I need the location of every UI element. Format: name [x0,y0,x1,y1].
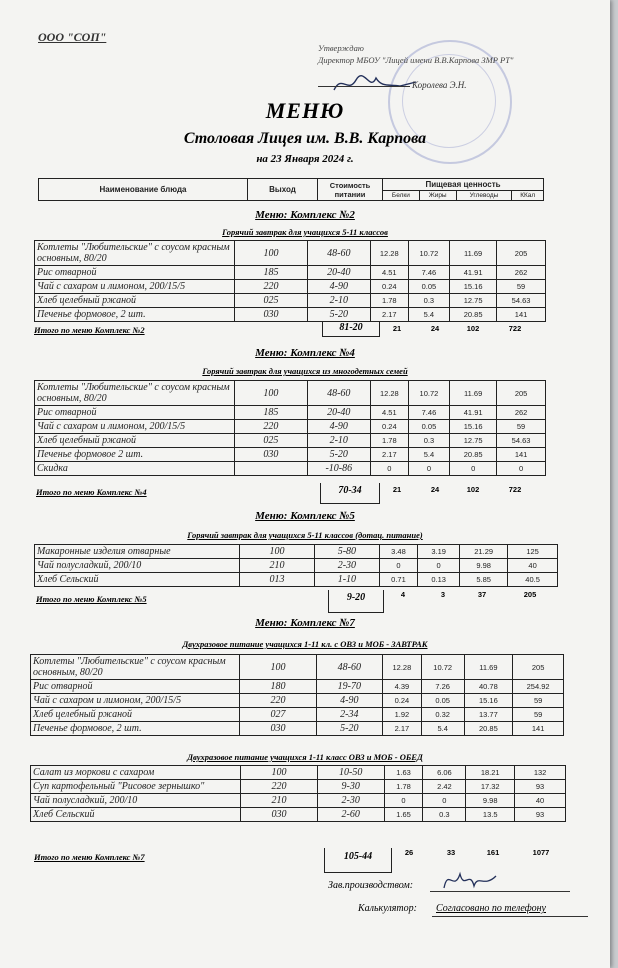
cell-c: 11.69 [450,381,497,406]
cell-p: 4.51 [370,266,408,280]
cell-cost: 48-60 [307,381,370,406]
cell-k: 40.5 [508,573,558,587]
cell-cost: 4-90 [307,280,370,294]
cell-c: 15.16 [450,420,497,434]
cell-name: Рис отварной [31,680,240,694]
cell-name: Печенье формовое, 2 шт. [31,722,240,736]
header-fat: Жиры [419,191,456,201]
cell-name: Макаронные изделия отварные [35,545,240,559]
cell-name: Хлеб Сельский [31,808,241,822]
cell-c: 9.98 [466,794,515,808]
cell-k: 54.63 [497,294,546,308]
table-k7-lunch [30,765,566,822]
cell-name: Рис отварной [35,266,235,280]
cell-p: 12.28 [370,241,408,266]
table-row [35,381,546,406]
signature-line [318,86,410,87]
cell-cost: 2-30 [314,559,379,573]
cell-c: 20.85 [464,722,513,736]
cell-out: 185 [235,266,307,280]
total-carbs-k4: 102 [466,485,480,494]
cell-k: 93 [515,808,566,822]
cell-c: 13.77 [464,708,513,722]
cell-p: 0.24 [370,420,408,434]
cell-cost: 2-60 [317,808,384,822]
total-label-k2: Итого по меню Комплекс №2 [34,325,145,335]
cell-f: 0.13 [418,573,460,587]
header-name: Наименование блюда [39,179,248,201]
canteen-name: Столовая Лицея им. В.В. Карпова [183,130,427,147]
section-title-k2: Меню: Комплекс №2 [255,209,355,221]
cell-cost: 9-30 [317,780,384,794]
cell-name: Хлеб целебный ржаной [35,434,235,448]
section-sub2-k7: Двухразовое питание учащихся 1-11 класс ОВЗ и МОБ - ОБЕД [187,752,423,762]
cell-cost: 20-40 [307,266,370,280]
approval-line1: Утверждаю [318,43,364,53]
cell-name: Хлеб целебный ржаной [31,708,240,722]
cell-f: 0.05 [421,694,464,708]
section-sub-k4: Горячий завтрак для учащихся из многодетных семей [202,366,408,376]
cell-c: 21.29 [460,545,508,559]
calculator-label: Калькулятор: [358,903,417,914]
table-row [35,308,546,322]
cell-f: 3.19 [418,545,460,559]
cell-name: Хлеб целебный ржаной [35,294,235,308]
table-row [35,406,546,420]
cell-out: 025 [235,294,307,308]
cell-c: 0 [450,462,497,476]
menu-date: на 23 Января 2024 г. [256,153,354,165]
cell-c: 5.85 [460,573,508,587]
cell-f: 0.3 [423,808,466,822]
cell-cost: 48-60 [307,241,370,266]
total-fat-k5: 3 [440,590,446,599]
cell-p: 2.17 [383,722,422,736]
table-row [31,766,566,780]
cell-p: 1.92 [383,708,422,722]
total-kcal-k4: 722 [508,485,522,494]
total-label-k7: Итого по меню Комплекс №7 [34,852,145,862]
cell-cost: 5-20 [307,308,370,322]
total-label-k4: Итого по меню Комплекс №4 [36,487,147,497]
cell-k: 141 [497,448,546,462]
cell-f: 10.72 [408,241,449,266]
cell-out [235,462,307,476]
cell-c: 11.69 [450,241,497,266]
cell-p: 0.24 [383,694,422,708]
cell-out: 030 [235,308,307,322]
total-fat-k7: 33 [446,848,456,857]
cell-f: 0.3 [408,294,449,308]
cell-name: Чай с сахаром и лимоном, 200/15/5 [35,420,235,434]
table-row [35,559,558,573]
cell-k: 59 [497,280,546,294]
cell-f: 0 [418,559,460,573]
cell-name: Чай с сахаром и лимоном, 200/15/5 [31,694,240,708]
table-row [31,680,564,694]
section-sub-k7: Двухразовое питание учащихся 1-11 кл. с ОВЗ и МОБ - ЗАВТРАК [182,639,428,649]
cell-k: 59 [497,420,546,434]
cell-cost: 5-20 [307,448,370,462]
header-table [38,178,544,201]
header-carbs: Углеводы [456,191,512,201]
cell-f: 0.32 [421,708,464,722]
cell-p: 4.39 [383,680,422,694]
cell-cost: 4-90 [307,420,370,434]
cell-name: Котлеты "Любительские" с соусом красным основным, 80/20 [35,241,235,266]
cell-out: 030 [241,808,318,822]
cell-k: 0 [497,462,546,476]
cell-cost: 20-40 [307,406,370,420]
cell-c: 12.75 [450,434,497,448]
table-row [35,448,546,462]
cell-out: 220 [241,780,318,794]
table-k5 [34,544,558,587]
cell-out: 220 [235,420,307,434]
cell-k: 205 [513,655,564,680]
cell-name: Скидка [35,462,235,476]
total-fat-k2: 24 [430,324,440,333]
cell-out: 030 [235,448,307,462]
total-kcal-k7: 1077 [532,848,550,857]
cell-p: 1.78 [370,294,408,308]
cell-out: 013 [240,573,315,587]
table-row [31,694,564,708]
total-protein-k5: 4 [400,590,406,599]
total-label-k5: Итого по меню Комплекс №5 [36,594,147,604]
approval-block [318,42,548,66]
header-cost: Стоимость питании [318,179,383,201]
cell-cost: 2-10 [307,294,370,308]
cell-p: 12.28 [383,655,422,680]
table-row [35,573,558,587]
manager-signature [440,866,500,894]
cell-f: 0.05 [408,280,449,294]
cell-out: 220 [240,694,316,708]
cell-k: 141 [497,308,546,322]
cell-cost: 19-70 [316,680,382,694]
cell-f: 5.4 [408,448,449,462]
section-title-k5: Меню: Комплекс №5 [255,510,355,522]
cell-k: 205 [497,241,546,266]
cell-p: 0 [379,559,417,573]
cell-f: 5.4 [421,722,464,736]
cell-out: 100 [235,241,307,266]
table-row [35,294,546,308]
cell-k: 262 [497,406,546,420]
cell-k: 59 [513,694,564,708]
total-carbs-k7: 161 [486,848,500,857]
header-kcal: ККал [512,191,544,201]
cell-name: Печенье формовое, 2 шт. [35,308,235,322]
total-kcal-k5: 205 [523,590,537,599]
cell-k: 132 [515,766,566,780]
cell-p: 1.78 [384,780,423,794]
cell-k: 40 [515,794,566,808]
table-row [35,420,546,434]
cell-name: Чай полусладкий, 200/10 [31,794,241,808]
cell-name: Котлеты "Любительские" с соусом красным основным, 80/20 [35,381,235,406]
cell-cost: 2-34 [316,708,382,722]
cell-out: 220 [235,280,307,294]
cell-f: 0 [423,794,466,808]
approval-line2: Директор МБОУ "Лицей имени В.В.Карпова ЗМР РТ" [318,55,514,65]
cell-k: 40 [508,559,558,573]
cell-f: 6.06 [423,766,466,780]
cell-out: 100 [235,381,307,406]
cell-p: 12.28 [370,381,408,406]
section-sub-k5: Горячий завтрак для учащихся 5-11 классов (дотац. питание) [187,530,423,540]
organization-name: ООО "СОП" [38,30,107,44]
table-row [35,266,546,280]
cell-c: 12.75 [450,294,497,308]
table-row [31,780,566,794]
cell-c: 17.32 [466,780,515,794]
header-nutrition: Пищевая ценность [383,179,544,191]
cell-k: 125 [508,545,558,559]
cell-cost: 4-90 [316,694,382,708]
cell-f: 10.72 [421,655,464,680]
cell-out: 100 [240,655,316,680]
cell-k: 205 [497,381,546,406]
cell-k: 54.63 [497,434,546,448]
cell-c: 11.69 [464,655,513,680]
cell-out: 100 [241,766,318,780]
total-cost-k5: 9-20 [328,590,384,613]
cell-cost: 1-10 [314,573,379,587]
cell-cost: 10-50 [317,766,384,780]
total-cost-k2: 81-20 [322,322,380,337]
table-row [35,545,558,559]
cell-f: 7.46 [408,266,449,280]
header-protein: Белки [383,191,420,201]
table-row [35,241,546,266]
cell-f: 0 [408,462,449,476]
cell-out: 180 [240,680,316,694]
total-carbs-k2: 102 [466,324,480,333]
table-row [31,708,564,722]
cell-f: 0.05 [408,420,449,434]
cell-out: 210 [240,559,315,573]
cell-p: 2.17 [370,308,408,322]
cell-out: 030 [240,722,316,736]
cell-k: 262 [497,266,546,280]
total-carbs-k5: 37 [477,590,487,599]
cell-c: 41.91 [450,266,497,280]
cell-p: 3.48 [379,545,417,559]
cell-name: Хлеб Сельский [35,573,240,587]
cell-name: Салат из моркови с сахаром [31,766,241,780]
cell-f: 7.26 [421,680,464,694]
director-name: Королева Э.Н. [412,80,467,90]
cell-p: 1.78 [370,434,408,448]
table-k2 [34,240,546,322]
total-protein-k4: 21 [392,485,402,494]
cell-out: 100 [240,545,315,559]
cell-c: 40.78 [464,680,513,694]
cell-c: 20.85 [450,448,497,462]
cell-name: Печенье формовое 2 шт. [35,448,235,462]
cell-cost: -10-86 [307,462,370,476]
total-kcal-k2: 722 [508,324,522,333]
cell-c: 20.85 [450,308,497,322]
cell-name: Котлеты "Любительские" с соусом красным основным, 80/20 [31,655,240,680]
cell-cost: 2-10 [307,434,370,448]
table-row [31,655,564,680]
cell-name: Чай полусладкий, 200/10 [35,559,240,573]
calculator-value: Согласовано по телефону [436,903,546,914]
table-k7-breakfast [30,654,564,736]
table-row [31,808,566,822]
table-row [31,722,564,736]
cell-k: 141 [513,722,564,736]
cell-f: 2.42 [423,780,466,794]
table-row [35,434,546,448]
cell-p: 1.63 [384,766,423,780]
director-signature [330,70,420,98]
section-title-k4: Меню: Комплекс №4 [255,347,355,359]
cell-c: 41.91 [450,406,497,420]
cell-name: Суп картофельный "Рисовое зернышко" [31,780,241,794]
cell-p: 0 [384,794,423,808]
cell-out: 210 [241,794,318,808]
cell-p: 0 [370,462,408,476]
cell-k: 59 [513,708,564,722]
cell-p: 4.51 [370,406,408,420]
cell-p: 1.65 [384,808,423,822]
cell-k: 254.92 [513,680,564,694]
page-title: МЕНЮ [265,98,345,123]
table-k4 [34,380,546,476]
total-cost-k7: 105-44 [324,848,392,873]
cell-cost: 5-80 [314,545,379,559]
cell-cost: 48-60 [316,655,382,680]
cell-f: 7.46 [408,406,449,420]
cell-p: 0.71 [379,573,417,587]
cell-cost: 5-20 [316,722,382,736]
total-cost-k4: 70-34 [320,483,380,504]
cell-c: 13.5 [466,808,515,822]
cell-out: 027 [240,708,316,722]
cell-c: 15.16 [464,694,513,708]
cell-c: 18.21 [466,766,515,780]
cell-cost: 2-30 [317,794,384,808]
cell-f: 0.3 [408,434,449,448]
total-protein-k2: 21 [392,324,402,333]
total-protein-k7: 26 [404,848,414,857]
cell-f: 5.4 [408,308,449,322]
header-portion: Выход [248,179,318,201]
cell-p: 0.24 [370,280,408,294]
section-sub-k2: Горячий завтрак для учащихся 5-11 классов [222,227,388,237]
cell-k: 93 [515,780,566,794]
cell-name: Рис отварной [35,406,235,420]
calculator-line [432,916,588,917]
cell-out: 025 [235,434,307,448]
table-row [35,280,546,294]
cell-c: 9.98 [460,559,508,573]
cell-p: 2.17 [370,448,408,462]
section-title-k7: Меню: Комплекс №7 [255,617,355,629]
table-row [35,462,546,476]
cell-c: 15.16 [450,280,497,294]
cell-f: 10.72 [408,381,449,406]
cell-name: Чай с сахаром и лимоном, 200/15/5 [35,280,235,294]
cell-out: 185 [235,406,307,420]
manager-label: Зав.производством: [328,880,414,891]
table-row [31,794,566,808]
total-fat-k4: 24 [430,485,440,494]
